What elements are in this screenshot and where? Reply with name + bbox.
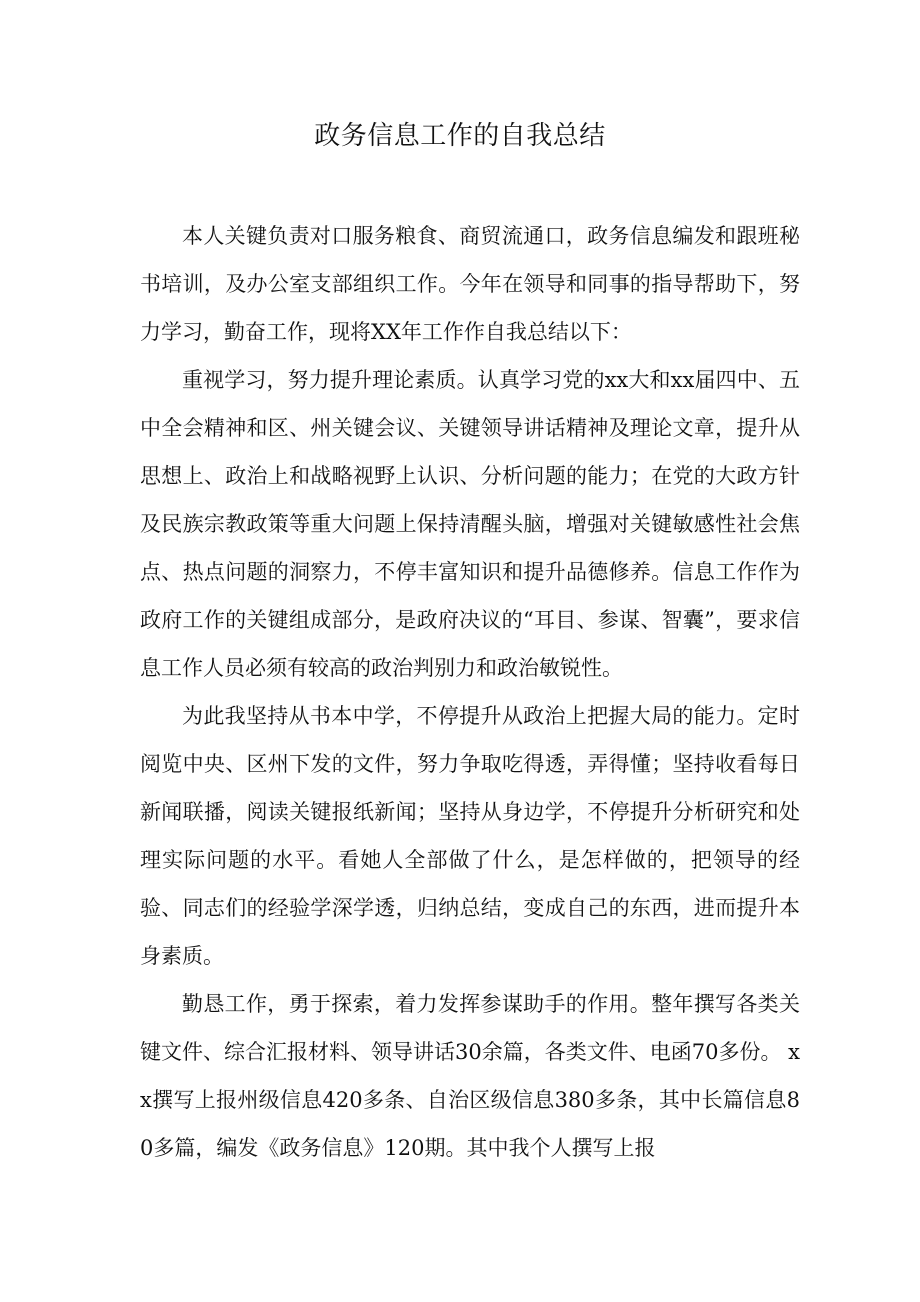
document-body: [140, 212, 800, 1172]
paragraph-work: 勤恳工作，勇于探索，着力发挥参谋助手的作用。整年撰写各类关键文件、综合汇报材料、领导讲话30余篇，各类文件、电函70多份。 xx撰写上报州级信息420多条、自治区级信息380多条，其中长篇信息80多篇，编发《政务信息》120期。其中我个人撰写上报: [140, 992, 800, 1160]
paragraph-study: 重视学习，努力提升理论素质。认真学习党的xx大和xx届四中、五中全会精神和区、州关键会议、关键领导讲话精神及理论文章，提升从思想上、政治上和战略视野上认识、分析问题的能力；在党的大政方针及民族宗教政策等重大问题上保持清醒头脑，增强对关键敏感性社会焦点、热点问题的洞察力，不停丰富知识和提升品德修养。信息工作作为政府工作的关键组成部分，是政府决议的“耳目、参谋、智囊”，要求信息工作人员必须有较高的政治判别力和政治敏锐性。: [140, 368, 800, 680]
paragraph-learning-methods: 为此我坚持从书本中学，不停提升从政治上把握大局的能力。定时阅览中央、区州下发的文件，努力争取吃得透，弄得懂；坚持收看每日新闻联播，阅读关键报纸新闻；坚持从身边学，不停提升分析研究和处理实际问题的水平。看她人全部做了什么，是怎样做的，把领导的经验、同志们的经验学深学透，归纳总结，变成自己的东西，进而提升本身素质。: [140, 704, 800, 968]
document-title: 政务信息工作的自我总结: [314, 121, 606, 151]
paragraph-intro: 本人关键负责对口服务粮食、商贸流通口，政务信息编发和跟班秘书培训，及办公室支部组织工作。今年在领导和同事的指导帮助下，努力学习，勤奋工作，现将XX年工作作自我总结以下：: [140, 224, 800, 344]
